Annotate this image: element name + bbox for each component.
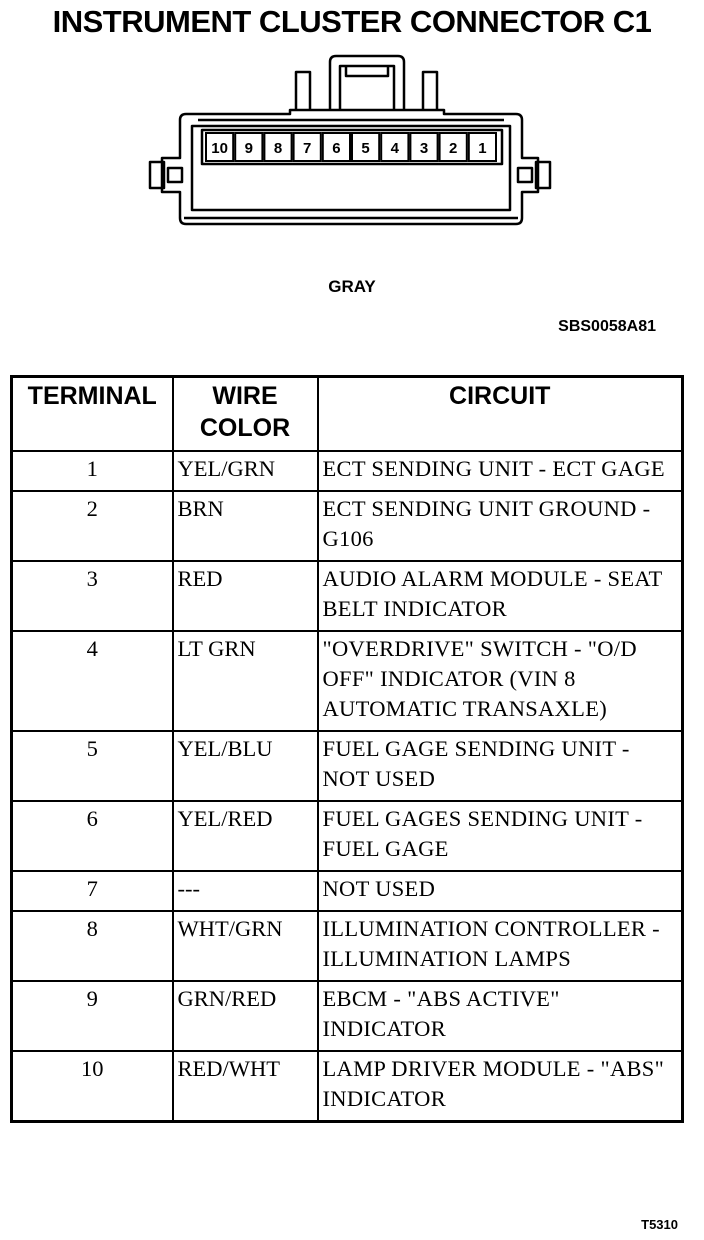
- circuit-cell: LAMP DRIVER MODULE - "ABS" INDICATOR: [318, 1051, 683, 1122]
- wire-color-cell: YEL/RED: [173, 801, 318, 871]
- wire-color-cell: YEL/GRN: [173, 451, 318, 491]
- terminal-cell: 4: [12, 631, 173, 731]
- header-circuit: [318, 377, 683, 452]
- table-row: [12, 981, 683, 1051]
- table-row: [12, 801, 683, 871]
- table-row: [12, 451, 683, 491]
- wire-color-cell: RED: [173, 561, 318, 631]
- pin-number: 6: [332, 140, 341, 157]
- terminal-cell: 10: [12, 1051, 173, 1122]
- terminal-cell: 7: [12, 871, 173, 911]
- wire-color-cell: ---: [173, 871, 318, 911]
- pin-number: 5: [361, 140, 370, 157]
- circuit-cell: EBCM - "ABS ACTIVE" INDICATOR: [318, 981, 683, 1051]
- connector-latch: [296, 72, 310, 110]
- wire-color-cell: RED/WHT: [173, 1051, 318, 1122]
- connector-drawing: [140, 50, 560, 240]
- circuit-cell: AUDIO ALARM MODULE - SEAT BELT INDICATOR: [318, 561, 683, 631]
- header-terminal-text: TERMINAL: [27, 382, 157, 410]
- wire-color-cell: BRN: [173, 491, 318, 561]
- terminal-cell: 6: [12, 801, 173, 871]
- terminal-table: [10, 375, 684, 1123]
- terminal-cell: 9: [12, 981, 173, 1051]
- header-wire-color-text: WIRE COLOR: [199, 382, 291, 442]
- wire-color-cell: LT GRN: [173, 631, 318, 731]
- circuit-cell: ECT SENDING UNIT - ECT GAGE: [318, 451, 683, 491]
- connector-color-label: GRAY: [328, 277, 376, 296]
- pin-number: 9: [244, 140, 253, 157]
- pin-number: 8: [273, 140, 283, 157]
- header-terminal: [12, 377, 173, 452]
- figure-code: SBS0058A81: [558, 318, 656, 335]
- table-row: [12, 871, 683, 911]
- table-row: [12, 631, 683, 731]
- circuit-cell: FUEL GAGES SENDING UNIT - FUEL GAGE: [318, 801, 683, 871]
- table-header-row: [12, 377, 683, 452]
- table-row: [12, 1051, 683, 1122]
- pin-number: 2: [449, 140, 458, 157]
- circuit-cell: FUEL GAGE SENDING UNIT - NOT USED: [318, 731, 683, 801]
- pin-number: 1: [478, 140, 487, 157]
- terminal-cell: 2: [12, 491, 173, 561]
- terminal-cell: 8: [12, 911, 173, 981]
- terminal-cell: 1: [12, 451, 173, 491]
- circuit-cell: "OVERDRIVE" SWITCH - "O/D OFF" INDICATOR (VIN 8 AUTOMATIC TRANSAXLE): [318, 631, 683, 731]
- circuit-cell: ILLUMINATION CONTROLLER - ILLUMINATION LAMPS: [318, 911, 683, 981]
- wire-color-cell: GRN/RED: [173, 981, 318, 1051]
- circuit-cell: NOT USED: [318, 871, 683, 911]
- pin-number: 3: [419, 140, 429, 157]
- connector-diagram: [140, 50, 560, 240]
- table-row: [12, 491, 683, 561]
- header-wire-color: [173, 377, 318, 452]
- wire-color-cell: WHT/GRN: [173, 911, 318, 981]
- table-row: [12, 561, 683, 631]
- footer-code: T5310: [641, 1217, 678, 1232]
- pin-number: 10: [211, 140, 228, 157]
- table-row: [12, 911, 683, 981]
- pin-number: 7: [303, 140, 312, 157]
- terminal-cell: 3: [12, 561, 173, 631]
- header-circuit-text: CIRCUIT: [449, 382, 551, 410]
- wire-color-cell: YEL/BLU: [173, 731, 318, 801]
- page-title: INSTRUMENT CLUSTER CONNECTOR C1: [52, 4, 652, 39]
- pin-number: 4: [390, 140, 399, 157]
- table-row: [12, 731, 683, 801]
- terminal-cell: 5: [12, 731, 173, 801]
- circuit-cell: ECT SENDING UNIT GROUND - G106: [318, 491, 683, 561]
